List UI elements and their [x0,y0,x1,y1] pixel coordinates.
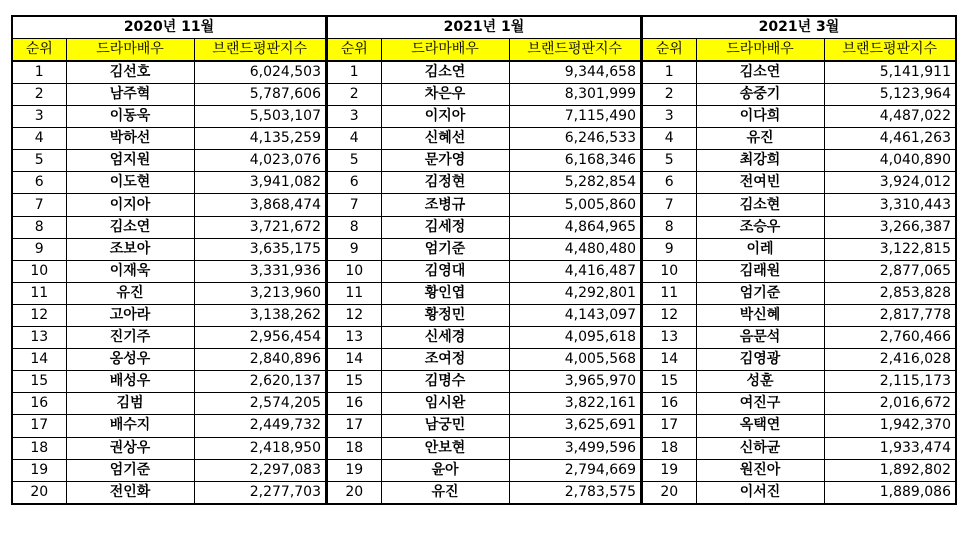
rank-cell: 4 [12,128,66,150]
name-cell: 김래원 [696,260,824,282]
index-cell: 4,461,263 [824,128,956,150]
name-cell: 전인화 [66,481,194,504]
rank-cell: 19 [12,459,66,481]
rank-cell: 14 [327,349,381,371]
rank-cell: 8 [12,216,66,238]
rank-cell: 14 [642,349,696,371]
rank-cell: 13 [642,327,696,349]
index-cell: 9,344,658 [509,61,641,84]
name-cell: 엄기준 [66,459,194,481]
index-cell: 2,297,083 [194,459,326,481]
table-row [642,459,956,481]
index-cell: 3,625,691 [509,415,641,437]
table-row [327,238,641,260]
name-cell: 황정민 [381,304,509,326]
index-header: 브랜드평판지수 [509,39,641,62]
name-cell: 엄지원 [66,150,194,172]
table-row [12,106,326,128]
index-cell: 4,480,480 [509,238,641,260]
rank-cell: 13 [327,327,381,349]
table-row [327,194,641,216]
index-cell: 2,449,732 [194,415,326,437]
name-cell: 김영광 [696,349,824,371]
name-cell: 최강희 [696,150,824,172]
name-cell: 이도현 [66,172,194,194]
name-cell: 진기주 [66,327,194,349]
table-row [12,172,326,194]
rank-cell: 9 [642,238,696,260]
name-cell: 김소현 [696,194,824,216]
table-row [12,150,326,172]
index-cell: 1,889,086 [824,481,956,504]
name-cell: 신혜선 [381,128,509,150]
rank-cell: 2 [327,84,381,106]
table-row [12,304,326,326]
index-cell: 2,574,205 [194,393,326,415]
rank-cell: 15 [12,371,66,393]
index-cell: 2,760,466 [824,327,956,349]
index-cell: 2,817,778 [824,304,956,326]
table-row [642,106,956,128]
rank-cell: 1 [12,61,66,84]
rank-cell: 4 [327,128,381,150]
index-cell: 6,024,503 [194,61,326,84]
rank-cell: 5 [642,150,696,172]
table-row [642,304,956,326]
table-row [12,216,326,238]
index-cell: 6,246,533 [509,128,641,150]
index-cell: 2,783,575 [509,481,641,504]
rank-cell: 10 [12,260,66,282]
table-row [12,128,326,150]
index-cell: 2,794,669 [509,459,641,481]
rank-cell: 10 [327,260,381,282]
rank-cell: 10 [642,260,696,282]
name-cell: 이지아 [66,194,194,216]
index-cell: 2,956,454 [194,327,326,349]
actor-header: 드라마배우 [381,39,509,62]
table-row [12,194,326,216]
table-row [327,327,641,349]
rank-cell: 3 [327,106,381,128]
index-cell: 4,864,965 [509,216,641,238]
index-cell: 4,416,487 [509,260,641,282]
index-cell: 2,277,703 [194,481,326,504]
rank-cell: 6 [327,172,381,194]
table-row [327,304,641,326]
period-table [641,15,957,505]
rank-cell: 16 [327,393,381,415]
table-row [642,216,956,238]
rank-cell: 17 [12,415,66,437]
rank-cell: 13 [12,327,66,349]
rank-cell: 16 [12,393,66,415]
name-cell: 배수지 [66,415,194,437]
table-row [642,393,956,415]
name-cell: 이지아 [381,106,509,128]
index-cell: 2,877,065 [824,260,956,282]
name-cell: 임시완 [381,393,509,415]
table-row [642,282,956,304]
column-header-row [12,39,326,62]
name-cell: 조여정 [381,349,509,371]
rank-cell: 20 [327,481,381,504]
index-cell: 3,138,262 [194,304,326,326]
name-cell: 배성우 [66,371,194,393]
table-row [642,194,956,216]
rank-header: 순위 [327,39,381,62]
name-cell: 안보현 [381,437,509,459]
index-cell: 4,487,022 [824,106,956,128]
index-header: 브랜드평판지수 [194,39,326,62]
table-row [12,371,326,393]
index-header: 브랜드평판지수 [824,39,956,62]
name-cell: 김소연 [381,61,509,84]
index-cell: 1,892,802 [824,459,956,481]
rank-header: 순위 [12,39,66,62]
name-cell: 황인엽 [381,282,509,304]
name-cell: 윤아 [381,459,509,481]
rank-cell: 12 [327,304,381,326]
name-cell: 이레 [696,238,824,260]
index-cell: 5,787,606 [194,84,326,106]
rank-cell: 18 [327,437,381,459]
table-row [642,371,956,393]
table-row [12,415,326,437]
rank-cell: 17 [327,415,381,437]
index-cell: 7,115,490 [509,106,641,128]
index-cell: 3,331,936 [194,260,326,282]
name-cell: 이동욱 [66,106,194,128]
table-row [12,481,326,504]
name-cell: 옹성우 [66,349,194,371]
index-cell: 3,122,815 [824,238,956,260]
name-cell: 엄기준 [696,282,824,304]
table-row [12,327,326,349]
table-row [12,393,326,415]
index-cell: 5,141,911 [824,61,956,84]
name-cell: 유진 [66,282,194,304]
rank-cell: 1 [327,61,381,84]
period-title: 2021년 1월 [327,16,641,39]
rank-cell: 3 [642,106,696,128]
table-row [12,260,326,282]
name-cell: 송중기 [696,84,824,106]
index-cell: 1,933,474 [824,437,956,459]
index-cell: 3,868,474 [194,194,326,216]
index-cell: 1,942,370 [824,415,956,437]
name-cell: 남궁민 [381,415,509,437]
rank-cell: 11 [12,282,66,304]
index-cell: 2,840,896 [194,349,326,371]
name-cell: 김소연 [696,61,824,84]
rank-header: 순위 [642,39,696,62]
table-row [327,150,641,172]
name-cell: 조병규 [381,194,509,216]
name-cell: 조승우 [696,216,824,238]
name-cell: 이다희 [696,106,824,128]
index-cell: 2,853,828 [824,282,956,304]
index-cell: 4,135,259 [194,128,326,150]
rank-cell: 16 [642,393,696,415]
index-cell: 3,924,012 [824,172,956,194]
index-cell: 3,822,161 [509,393,641,415]
name-cell: 박하선 [66,128,194,150]
table-row [327,84,641,106]
index-cell: 3,635,175 [194,238,326,260]
index-cell: 2,016,672 [824,393,956,415]
rank-cell: 6 [642,172,696,194]
rank-cell: 12 [12,304,66,326]
rank-cell: 8 [327,216,381,238]
index-cell: 3,213,960 [194,282,326,304]
table-row [327,172,641,194]
index-cell: 5,005,860 [509,194,641,216]
index-cell: 8,301,999 [509,84,641,106]
rank-cell: 7 [642,194,696,216]
index-cell: 4,005,568 [509,349,641,371]
table-row [327,260,641,282]
name-cell: 신하균 [696,437,824,459]
rank-cell: 1 [642,61,696,84]
table-row [642,150,956,172]
period-table [326,15,642,505]
name-cell: 음문석 [696,327,824,349]
rank-cell: 18 [12,437,66,459]
table-row [642,437,956,459]
rank-cell: 19 [327,459,381,481]
name-cell: 김세정 [381,216,509,238]
name-cell: 조보아 [66,238,194,260]
name-cell: 원진아 [696,459,824,481]
index-cell: 4,292,801 [509,282,641,304]
rank-cell: 3 [12,106,66,128]
name-cell: 전여빈 [696,172,824,194]
rank-cell: 20 [642,481,696,504]
name-cell: 유진 [696,128,824,150]
column-header-row [642,39,956,62]
ranking-tables [11,15,957,505]
table-row [642,128,956,150]
rank-cell: 9 [12,238,66,260]
rank-cell: 15 [642,371,696,393]
rank-cell: 9 [327,238,381,260]
table-row [642,84,956,106]
table-row [327,437,641,459]
name-cell: 김선호 [66,61,194,84]
name-cell: 이서진 [696,481,824,504]
rank-cell: 4 [642,128,696,150]
table-row [642,481,956,504]
rank-cell: 19 [642,459,696,481]
rank-cell: 15 [327,371,381,393]
table-row [642,415,956,437]
table-row [327,459,641,481]
table-row [642,61,956,84]
rank-cell: 8 [642,216,696,238]
name-cell: 김정현 [381,172,509,194]
name-cell: 성훈 [696,371,824,393]
table-row [12,437,326,459]
table-row [327,415,641,437]
column-header-row [327,39,641,62]
table-row [327,393,641,415]
table-row [327,282,641,304]
name-cell: 권상우 [66,437,194,459]
table-row [12,238,326,260]
name-cell: 김범 [66,393,194,415]
name-cell: 신세경 [381,327,509,349]
rank-cell: 17 [642,415,696,437]
table-row [12,282,326,304]
name-cell: 김영대 [381,260,509,282]
rank-cell: 7 [12,194,66,216]
rank-cell: 2 [642,84,696,106]
name-cell: 김소연 [66,216,194,238]
index-cell: 3,721,672 [194,216,326,238]
index-cell: 4,095,618 [509,327,641,349]
actor-header: 드라마배우 [66,39,194,62]
table-row [642,238,956,260]
period-title: 2020년 11월 [12,16,326,39]
index-cell: 4,023,076 [194,150,326,172]
index-cell: 6,168,346 [509,150,641,172]
name-cell: 이재욱 [66,260,194,282]
index-cell: 2,115,173 [824,371,956,393]
table-row [327,481,641,504]
table-row [327,128,641,150]
name-cell: 문가영 [381,150,509,172]
index-cell: 3,266,387 [824,216,956,238]
index-cell: 5,123,964 [824,84,956,106]
rank-cell: 14 [12,349,66,371]
name-cell: 차은우 [381,84,509,106]
table-row [642,172,956,194]
rank-cell: 2 [12,84,66,106]
index-cell: 2,416,028 [824,349,956,371]
table-row [12,84,326,106]
table-row [642,260,956,282]
name-cell: 박신혜 [696,304,824,326]
table-row [327,61,641,84]
table-row [12,459,326,481]
period-title: 2021년 3월 [642,16,956,39]
index-cell: 4,143,097 [509,304,641,326]
rank-cell: 12 [642,304,696,326]
table-row [327,106,641,128]
table-row [327,349,641,371]
rank-cell: 5 [12,150,66,172]
table-row [12,349,326,371]
table-row [12,61,326,84]
index-cell: 2,620,137 [194,371,326,393]
rank-cell: 7 [327,194,381,216]
index-cell: 3,499,596 [509,437,641,459]
actor-header: 드라마배우 [696,39,824,62]
name-cell: 옥택연 [696,415,824,437]
rank-cell: 5 [327,150,381,172]
index-cell: 3,310,443 [824,194,956,216]
index-cell: 5,282,854 [509,172,641,194]
name-cell: 유진 [381,481,509,504]
table-row [327,216,641,238]
index-cell: 5,503,107 [194,106,326,128]
index-cell: 3,965,970 [509,371,641,393]
index-cell: 4,040,890 [824,150,956,172]
rank-cell: 11 [642,282,696,304]
table-row [642,349,956,371]
index-cell: 2,418,950 [194,437,326,459]
rank-cell: 11 [327,282,381,304]
index-cell: 3,941,082 [194,172,326,194]
name-cell: 남주혁 [66,84,194,106]
period-table [11,15,327,505]
name-cell: 고아라 [66,304,194,326]
name-cell: 엄기준 [381,238,509,260]
rank-cell: 6 [12,172,66,194]
name-cell: 여진구 [696,393,824,415]
rank-cell: 20 [12,481,66,504]
table-row [327,371,641,393]
rank-cell: 18 [642,437,696,459]
table-row [642,327,956,349]
name-cell: 김명수 [381,371,509,393]
